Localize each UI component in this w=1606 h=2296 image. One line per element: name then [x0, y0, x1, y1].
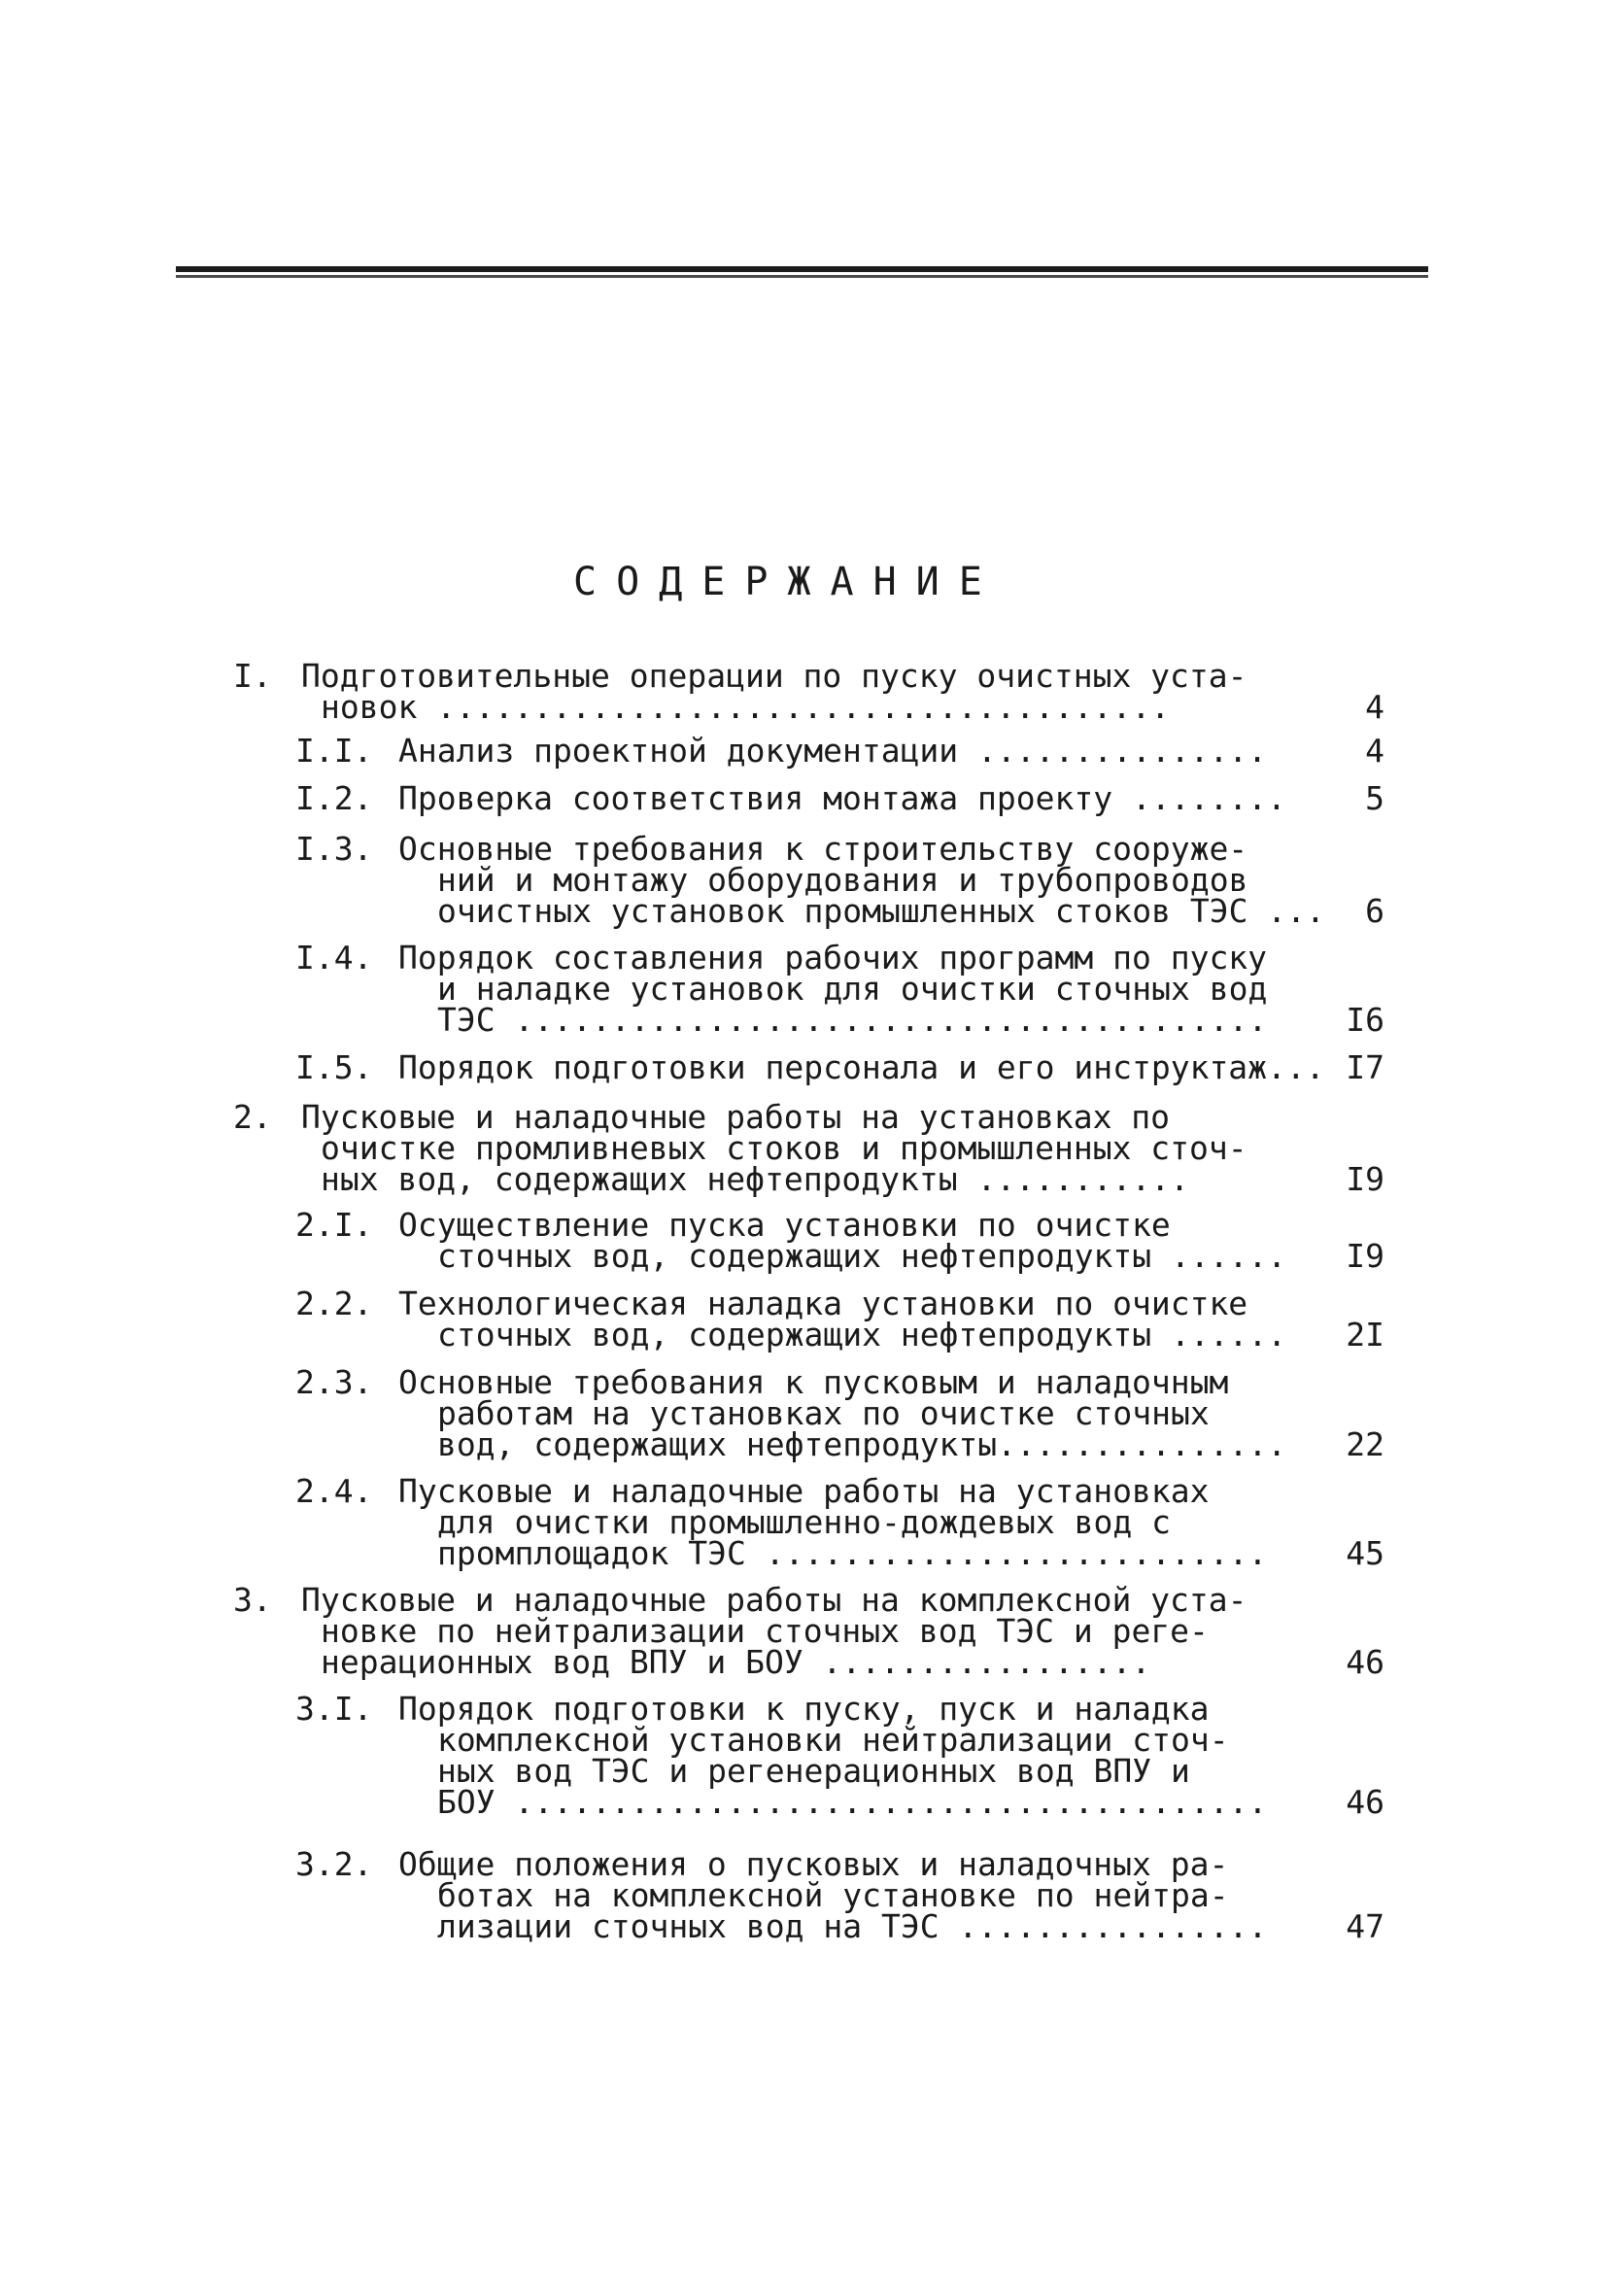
toc-entry-text-line: сточных вод, содержащих нефтепродукты ...... — [437, 1237, 1287, 1275]
toc-entry-text-line: ботах на комплексной установке по нейтра- — [437, 1876, 1229, 1914]
toc-entry-number: 2. — [233, 1098, 272, 1136]
toc-entry-page-number: 22 — [1346, 1425, 1384, 1463]
toc-entry-text-line: ТЭС ....................................... — [437, 1001, 1268, 1039]
toc-entry-number: I.5. — [295, 1048, 373, 1086]
toc-entry-number: I. — [233, 657, 272, 695]
toc-entry-text-line: Порядок подготовки персонала и его инструктаж... — [398, 1048, 1325, 1086]
toc-entry-text-line: Пусковые и наладочные работы на комплексной уста- — [301, 1581, 1247, 1619]
toc-entry-text-line: и наладке установок для очистки сточных вод — [437, 970, 1268, 1008]
toc-entry-page-number: 5 — [1365, 779, 1384, 817]
toc-entry-page-number: 46 — [1346, 1643, 1384, 1681]
toc-entry-number: I.2. — [295, 779, 373, 817]
document-title: СОДЕРЖАНИЕ — [573, 560, 1002, 604]
toc-entry-page-number: I9 — [1346, 1237, 1384, 1275]
toc-entry-page-number: 46 — [1346, 1783, 1384, 1821]
toc-entry-number: I.4. — [295, 939, 373, 977]
top-rule-underbar — [176, 275, 1428, 278]
toc-entry-number: 3. — [233, 1581, 272, 1619]
toc-entry-text-line: промплощадок ТЭС .......................... — [437, 1534, 1268, 1572]
toc-entry-number: 2.2. — [295, 1285, 373, 1322]
toc-entry-page-number: I9 — [1346, 1160, 1384, 1198]
toc-entry-text-line: Основные требования к строительству сооруже- — [398, 830, 1248, 868]
top-rule-bar — [176, 266, 1428, 272]
toc-entry-text-line: очистных установок промышленных стоков ТЭС ... — [437, 892, 1325, 930]
toc-entry-number: I.I. — [295, 732, 373, 770]
toc-entry-text-line: очистке промливневых стоков и промышленных сточ- — [321, 1129, 1247, 1167]
toc-entry-text-line: нерационных вод ВПУ и БОУ ................. — [321, 1643, 1151, 1681]
toc-entry-number: 3.2. — [295, 1845, 373, 1883]
toc-entry-text-line: Технологическая наладка установки по очистке — [398, 1285, 1248, 1322]
toc-entry-text-line: новке по нейтрализации сточных вод ТЭС и реге- — [321, 1612, 1209, 1650]
toc-entry-text-line: Порядок составления рабочих программ по пуску — [398, 939, 1268, 977]
toc-entry-text-line: Подготовительные операции по пуску очистных уста- — [301, 657, 1247, 695]
toc-entry-text-line: ных вод, содержащих нефтепродукты ........... — [321, 1160, 1190, 1198]
toc-entry-text-line: Основные требования к пусковым и наладочным — [398, 1363, 1229, 1401]
toc-entry-text-line: новок ...................................... — [321, 688, 1171, 726]
toc-entry-text-line: Осуществление пуска установки по очистке — [398, 1206, 1171, 1244]
toc-entry-page-number: 4 — [1365, 688, 1384, 726]
toc-entry-number: 3.I. — [295, 1690, 373, 1728]
toc-entry-text-line: Порядок подготовки к пуску, пуск и наладка — [398, 1690, 1210, 1728]
toc-entry-page-number: 6 — [1365, 892, 1384, 930]
toc-entry-text-line: Анализ проектной документации ............... — [398, 732, 1268, 770]
top-rule — [176, 266, 1428, 280]
toc-entry-page-number: 4 — [1365, 732, 1384, 770]
toc-entry-number: I.3. — [295, 830, 373, 868]
toc-entry-text-line: для очистки промышленно-дождевых вод с — [437, 1503, 1171, 1541]
toc-entry-text-line: сточных вод, содержащих нефтепродукты ...... — [437, 1316, 1287, 1354]
toc-entry-text-line: ний и монтажу оборудования и трубопроводов — [437, 861, 1248, 899]
toc-entry-text-line: Проверка соответствия монтажа проекту ........ — [398, 779, 1286, 817]
toc-entry-text-line: ных вод ТЭС и регенерационных вод ВПУ и — [437, 1752, 1190, 1790]
toc-entry-text-line: работам на установках по очистке сточных — [437, 1394, 1210, 1432]
toc-entry-number: 2.3. — [295, 1363, 373, 1401]
toc-entry-page-number: I6 — [1346, 1001, 1384, 1039]
toc-entry-text-line: Пусковые и наладочные работы на установках — [398, 1472, 1210, 1510]
toc-entry-text-line: вод, содержащих нефтепродукты............... — [437, 1425, 1287, 1463]
toc-entry-text-line: БОУ ....................................... — [437, 1783, 1268, 1821]
toc-entry-page-number: I7 — [1346, 1048, 1384, 1086]
toc-entry-text-line: комплексной установки нейтрализации сточ- — [437, 1721, 1229, 1759]
toc-entry-number: 2.4. — [295, 1472, 373, 1510]
toc-entry-text-line: Пусковые и наладочные работы на установках по — [301, 1098, 1171, 1136]
toc-entry-page-number: 2I — [1346, 1316, 1384, 1354]
toc-entry-text-line: Общие положения о пусковых и наладочных ра- — [398, 1845, 1229, 1883]
toc-entry-number: 2.I. — [295, 1206, 373, 1244]
toc-entry-text-line: лизации сточных вод на ТЭС ................ — [437, 1907, 1268, 1945]
toc-entry-page-number: 47 — [1346, 1907, 1384, 1945]
toc-entry-page-number: 45 — [1346, 1534, 1384, 1572]
